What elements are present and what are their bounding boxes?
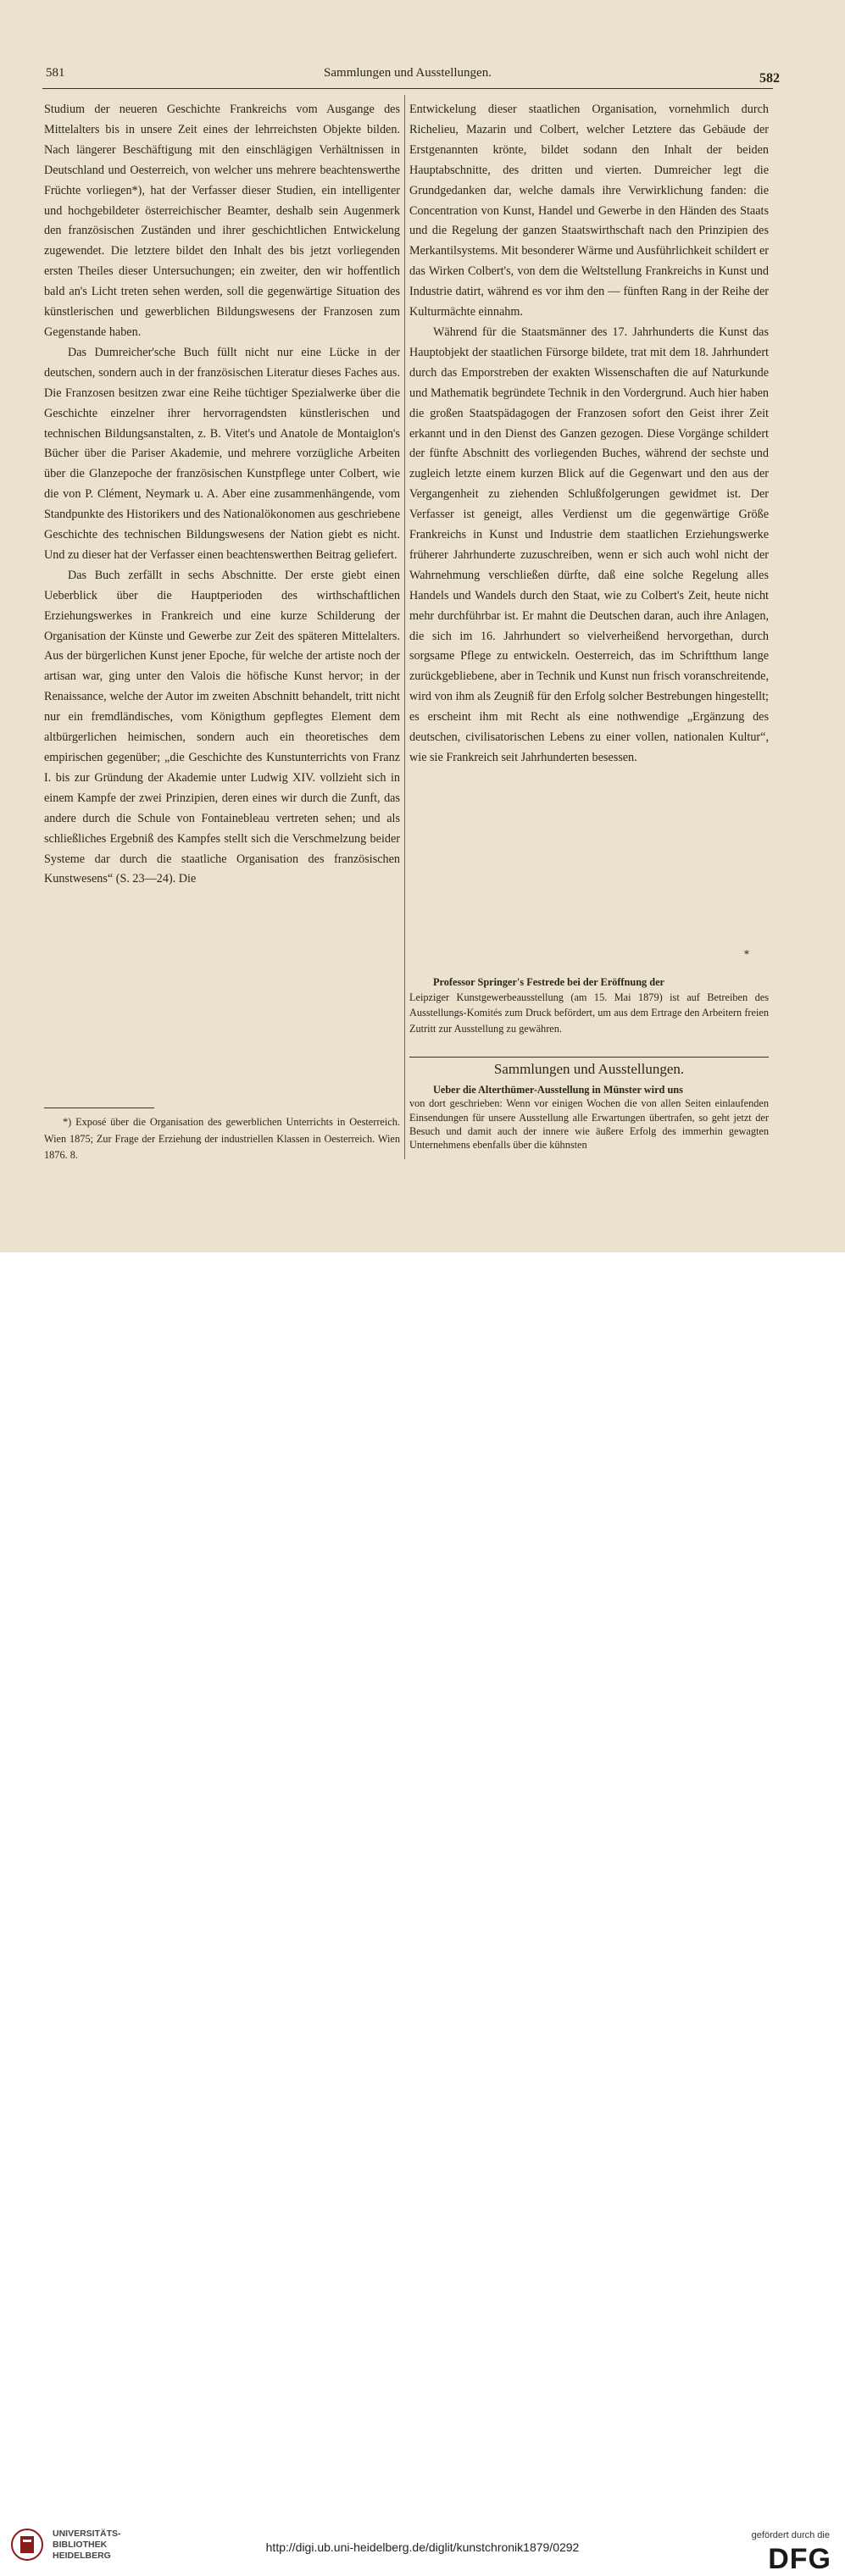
scanned-page [0, 0, 845, 1252]
paragraph: Entwickelung dieser staatlichen Organisation, vornehmlich durch Richelieu, Mazarin und Colbert, welcher Letztere das Gebäude der Erstgenannten krönte, bildet sodann den Inhalt der beiden Hauptabschnitte, des dritten und vierten. Dumreicher legt die Grundgedanken dar, welche damals ihre Verwirklichung fanden: die Concentration von Kunst, Handel und Gewerbe in den Händen des Staats und die Regelung der ganzen Staatswirthschaft nach den Prinzipien des Merkantilsystems. Mit besonderer Wärme und Ausführlichkeit schildert er das Wirken Colbert's, von dem die Weltstellung Frankreichs in Kunst und Industrie datirt, während es vor ihm den — fünften Rang in der Reihe der Kulturmächte einnahm. [409, 103, 769, 319]
notice-lead: Professor Springer's Festrede bei der Eröffnung der [433, 976, 665, 988]
author-signature: * [744, 948, 749, 960]
column-divider [404, 95, 405, 1159]
dfg-logo: DFG [768, 2543, 831, 2575]
footnote-text: *) Exposé über die Organisation des gewerblichen Unterrichts in Oesterreich. Wien 1875; Zur Frage der Erziehung der industriellen Klassen in Oesterreich. Wien 1876. 8. [44, 1116, 400, 1162]
paragraph: Das Buch zerfällt in sechs Abschnitte. Der erste giebt einen Ueberblick über die Hauptperioden des wirthschaftlichen Erziehungswerkes in Frankreich und eine kurze Schilderung der Organisation der Künste und Gewerbe zur Zeit des späteren Mittelalters. Aus der bürgerlichen Kunst jener Epoche, für welche der artiste noch der artisan war, ging unter den Valois die höfische Kunst hervor; in der Renaissance, welche der Autor im zweiten Abschnitt behandelt, tritt nicht nur ein fremdländisches, vom Königthum gepflegtes Element dem altbürgerlichen heimischen, sondern auch ein theoretisches dem empirischen gegenüber; „die Geschichte des Kunstunterrichts von Franz I. bis zur Gründung der Akademie unter Ludwig XIV. vollzieht sich in einem Kampfe der zwei Prinzipien, deren eines wir durch die Zunft, das andere durch die Schule von Fontainebleau vertreten sehen; und als schließliches Ergebniß des Kampfes stellt sich die Verschmelzung beider Systeme dar durch die staatliche Organisation des französischen Kunstwesens“ (S. 23—24). Die [44, 568, 400, 886]
section-body [409, 1083, 769, 1152]
page-number-left: 581 [46, 66, 65, 80]
paragraph: Studium der neueren Geschichte Frankreichs vom Ausgange des Mittelalters bis in unsere Zeit eines der lehrreichsten Objekte bilden. Nach längerer Beschäftigung mit den einschlägigen Verhältnissen in Deutschland und Oesterreich, von welcher uns mehrere beachtenswerthe Früchte vorliegen*), hat der Verfasser dieser Studien, ein intelligenter und hochgebildeter österreichischer Beamter, deshalb sein Augenmerk den französischen Zuständen und ihrer geschichtlichen Entwickelung zugewendet. Die letztere bildet den Inhalt des bis jetzt vorliegenden ersten Theiles dieser Untersuchungen; ein zweiter, den wir hoffentlich bald an's Licht treten sehen werden, soll die gegenwärtige Situation des künstlerischen und gewerblichen Bildungswesens der Franzosen zum Gegenstande haben. [44, 103, 400, 339]
right-column [409, 100, 769, 769]
header-rule [42, 88, 773, 89]
library-name: UNIVERSITÄTS- BIBLIOTHEK HEIDELBERG [53, 2529, 121, 2561]
section-text: von dort geschrieben: Wenn vor einigen Wochen die von allen Seiten einlaufenden Einsendungen für unsere Ausstellung alle Erwartungen übertrafen, so geht jetzt der Besuch und damit auch der innere wie äußere Erfolg des immerhin gewagten Unternehmens ebenfalls über die kühnsten [409, 1097, 769, 1152]
page-number-right: 582 [759, 71, 780, 86]
section-lead: Ueber die Alterthümer-Ausstellung in Münster wird uns [433, 1084, 683, 1096]
paragraph: Während für die Staatsmänner des 17. Jahrhunderts die Kunst das Hauptobjekt der staatlichen Fürsorge bildete, trat mit dem 18. Jahrhundert durch das Emporstreben der exakten Wissenschaften die auf Naturkunde und Mathematik begründete Technik in den Vordergrund. Auch hier haben die großen Staatspädagogen der Franzosen sofort den Geist ihrer Zeit erkannt und in den Dienst des Ganzen gezogen. Diese Vorgänge schildert der fünfte Abschnitt des vorliegenden Buches, während der sechste und zugleich letzte einem kurzen Blick auf die Gegenwart und den aus der Vergangenheit zu ziehenden Schlußfolgerungen gewidmet ist. Der Verfasser ist geneigt, alles Verdienst um die gegenwärtige Größe Frankreichs in Kunst und Industrie dem staatlichen Erziehungswerke früherer Jahrhunderte zuzuschreiben, wenn er sich auch wohl nicht der Wahrnehmung verschließen dürfte, daß eine solche Regelung alles Handels und Wandels durch den Staat, wie zu Colbert's Zeit, heute nicht mehr durchführbar ist. Er mahnt die Deutschen daran, auch ihre Anlagen, die sich im 16. Jahrhundert so vielverheißend hervorgethan, durch sorgsame Pflege zu entwickeln. Oesterreich, das im Schriftthum lange zurückgebliebene, aber in Technik und Kunst nun frisch voranschreitende, wird von ihm als Zeugniß für den Erfolg solcher Bestrebungen hingestellt; es erscheint ihm mit Recht als eine nothwendige „Ergänzung des deutschen, civilisatorischen Lebens zu einer vollen, nationalen Kultur“, wie sie Frankreich seit Jahrhunderten besessen. [409, 325, 769, 764]
permalink[interactable]: http://digi.ub.uni-heidelberg.de/diglit/kunstchronik1879/0292 [265, 2540, 580, 2554]
header-title: Sammlungen und Ausstellungen. [324, 66, 492, 80]
section-rule [409, 1057, 769, 1058]
left-column [44, 100, 400, 890]
notice-text: Leipziger Kunstgewerbeausstellung (am 15. Mai 1879) ist auf Betreiben des Ausstellungs-Komités zum Druck befördert, um aus dem Ertrage den Arbeitern freien Zutritt zur Ausstellung zu gewähren. [409, 991, 769, 1035]
footnote [44, 1114, 400, 1164]
funded-by-label: gefördert durch die [751, 2530, 830, 2540]
section-title: Sammlungen und Ausstellungen. [493, 1061, 685, 1077]
editorial-notice [409, 974, 769, 1036]
paragraph: Das Dumreicher'sche Buch füllt nicht nur eine Lücke in der deutschen, sondern auch in der französischen Literatur dieses Faches aus. Die Franzosen besitzen zwar eine Reihe tüchtiger Spezialwerke über die Geschichte einzelner ihrer hervorragendsten künstlerischen und technischen Bildungsanstalten, z. B. Vitet's und Anatole de Montaiglon's Bücher über die Pariser Akademie, und mehrere vorzügliche Arbeiten über die Glanzepoche der französischen Kunstpflege unter Colbert, wie die von P. Clément, Neymark u. A. Aber eine zusammenhängende, vom Standpunkte des Historikers und des Nationalökonomen aus geschriebene Geschichte des technischen Bildungswesens der Nation giebt es nicht. Und zu dieser hat der Verfasser einen beachtenswerthen Beitrag geliefert. [44, 345, 400, 562]
footer-bar [0, 1252, 845, 2575]
running-header [42, 63, 780, 86]
